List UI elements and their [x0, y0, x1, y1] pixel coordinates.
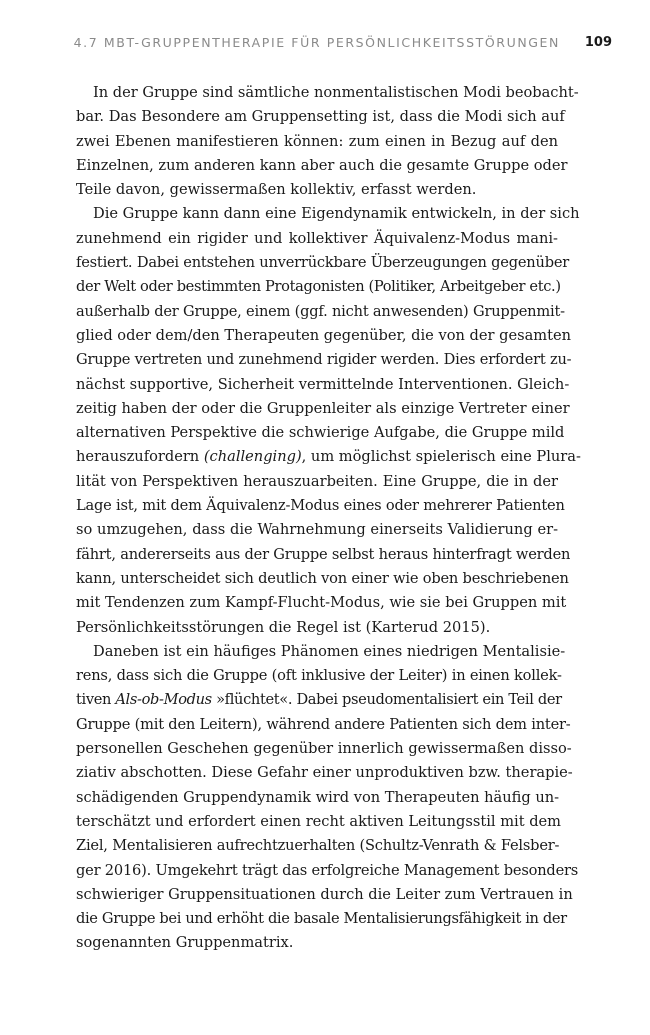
text-line: mit Tendenzen zum Kampf-Flucht-Modus, wie sie bei Gruppen mit: [76, 594, 567, 612]
text-line: sogenannten Gruppenmatrix.: [76, 934, 294, 952]
text-line: Daneben ist ein häufiges Phänomen eines niedrigen Mentalisie-: [93, 642, 566, 660]
text-line: so umzugehen, dass die Wahrnehmung einerseits Validierung er-: [76, 521, 558, 539]
body-text: [76, 81, 581, 956]
text-line: Gruppe vertreten und zunehmend rigider werden. Dies erfordert zu-: [76, 351, 572, 369]
text-line: alternativen Perspektive die schwierige Aufgabe, die Gruppe mild: [76, 424, 565, 442]
page-number: 109: [584, 35, 612, 50]
running-head: [0, 35, 650, 53]
text-line: nächst supportive, Sicherheit vermittelnde Interventionen. Gleich-: [76, 375, 570, 393]
text-line: terschätzt und erfordert einen recht aktiven Leitungsstil mit dem: [76, 812, 562, 830]
text-line: tiven Als-ob-Modus »flüchtet«. Dabei pseudomentalisiert ein Teil der: [76, 691, 562, 709]
italic-term: (challenging): [203, 448, 302, 466]
text-line: bar. Das Besondere am Gruppensetting ist, dass die Modi sich auf: [76, 108, 565, 126]
text-line: Die Gruppe kann dann eine Eigendynamik entwickeln, in der sich: [93, 205, 580, 223]
text-line: der Welt oder bestimmten Protagonisten (Politiker, Arbeitgeber etc.): [76, 278, 561, 296]
text-line: schwieriger Gruppensituationen durch die Leiter zum Vertrauen in: [76, 885, 573, 903]
text-line: herauszufordern (challenging), um möglichst spielerisch eine Plura-: [76, 448, 581, 466]
text-line: ziativ abschotten. Diese Gefahr einer unproduktiven bzw. therapie-: [76, 764, 573, 782]
text-line: zwei Ebenen manifestieren können: zum einen in Bezug auf den: [76, 132, 558, 150]
text-line: glied oder dem/den Therapeuten gegenüber, die von der gesamten: [76, 326, 572, 344]
text-line: kann, unterscheidet sich deutlich von einer wie oben beschriebenen: [76, 569, 569, 587]
text-line: rens, dass sich die Gruppe (oft inklusive der Leiter) in einen kollek-: [76, 667, 562, 685]
text-line: zeitig haben der oder die Gruppenleiter als einzige Vertreter einer: [76, 399, 570, 417]
text-line: schädigenden Gruppendynamik wird von Therapeuten häufig un-: [76, 788, 560, 806]
text-line: zunehmend ein rigider und kollektiver Äquivalenz-Modus mani-: [76, 229, 558, 247]
text-line: lität von Perspektiven herauszuarbeiten. Eine Gruppe, die in der: [76, 472, 558, 490]
text-line: Einzelnen, zum anderen kann aber auch die gesamte Gruppe oder: [76, 156, 568, 174]
text-line: fährt, andererseits aus der Gruppe selbst heraus hinterfragt werden: [76, 545, 571, 563]
text-line: In der Gruppe sind sämtliche nonmentalistischen Modi beobacht-: [93, 84, 579, 101]
text-line: Teile davon, gewissermaßen kollektiv, erfasst werden.: [76, 181, 477, 199]
italic-term: Als-ob-Modus: [115, 691, 212, 709]
text-line: Ziel, Mentalisieren aufrechtzuerhalten (Schultz-Venrath & Felsber-: [76, 837, 560, 855]
text-line: die Gruppe bei und erhöht die basale Mentalisierungsfähigkeit in der: [76, 910, 567, 928]
text-line: Persönlichkeitsstörungen die Regel ist (Karterud 2015).: [76, 618, 491, 636]
text-line: personellen Geschehen gegenüber innerlich gewissermaßen disso-: [76, 740, 572, 758]
text-line: festiert. Dabei entstehen unverrückbare Überzeugungen gegenüber: [76, 254, 570, 272]
running-head-title: 4.7 MBT-GRUPPENTHERAPIE FÜR PERSÖNLICHKEITSSTÖRUNGEN: [73, 35, 560, 50]
text-line: ger 2016). Umgekehrt trägt das erfolgreiche Management besonders: [76, 861, 579, 879]
text-line: außerhalb der Gruppe, einem (ggf. nicht anwesenden) Gruppenmit-: [76, 302, 565, 320]
text-line: Lage ist, mit dem Äquivalenz-Modus eines oder mehrerer Patienten: [76, 497, 565, 515]
text-line: Gruppe (mit den Leitern), während andere Patienten sich dem inter-: [76, 715, 571, 733]
